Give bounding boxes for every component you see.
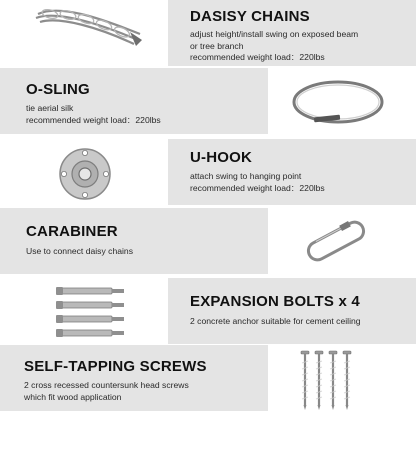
item-row-self-tapping-screws bbox=[0, 345, 416, 423]
item-desc-line: tie aerial silk bbox=[26, 103, 74, 113]
item-row-expansion-bolts bbox=[0, 278, 416, 346]
item-title: U-HOOK bbox=[190, 149, 253, 166]
item-desc-line: recommended weight load：220lbs bbox=[190, 52, 325, 62]
item-desc-line: 2 concrete anchor suitable for cement ceiling bbox=[190, 316, 361, 326]
item-desc-line: Use to connect daisy chains bbox=[26, 246, 134, 256]
expansion-bolts-icon bbox=[54, 284, 128, 342]
item-panel-u-hook bbox=[168, 139, 416, 205]
item-row-u-hook bbox=[0, 139, 416, 207]
daisy-chain-icon bbox=[30, 2, 145, 52]
item-title: CARABINER bbox=[26, 223, 118, 240]
item-panel-o-sling bbox=[0, 68, 268, 134]
item-desc-line: which fit wood application bbox=[24, 391, 122, 402]
item-panel-carabiner bbox=[0, 208, 268, 274]
item-panel-self-tapping-screws bbox=[0, 345, 268, 411]
item-row-o-sling bbox=[0, 68, 416, 136]
u-hook-plate-icon bbox=[56, 145, 114, 203]
item-desc-line: recommended weight load：220lbs bbox=[190, 182, 325, 193]
item-row-daisy-chains bbox=[0, 0, 416, 66]
item-title: DASISY CHAINS bbox=[190, 8, 310, 25]
item-desc-line: recommended weight load：220lbs bbox=[26, 114, 161, 125]
o-sling-icon bbox=[288, 74, 388, 130]
item-desc-line: attach swing to hanging point bbox=[190, 171, 302, 181]
item-desc-line: adjust height/install swing on exposed beam bbox=[190, 29, 359, 39]
item-title bbox=[190, 293, 416, 310]
self-tapping-screws-icon bbox=[296, 349, 356, 411]
item-desc-line: or tree branch bbox=[190, 40, 244, 51]
item-panel-daisy-chains bbox=[168, 0, 416, 66]
item-row-carabiner bbox=[0, 208, 416, 276]
item-title: O-SLING bbox=[26, 81, 90, 98]
item-title-text: EXPANSION BOLTS bbox=[190, 293, 335, 310]
carabiner-icon bbox=[300, 220, 372, 262]
quantity-multiplier: x 4 bbox=[338, 293, 360, 310]
item-panel-expansion-bolts bbox=[168, 278, 416, 344]
item-desc-line: 2 cross recessed countersunk head screws bbox=[24, 380, 189, 390]
item-title: SELF-TAPPING SCREWS bbox=[24, 358, 207, 375]
